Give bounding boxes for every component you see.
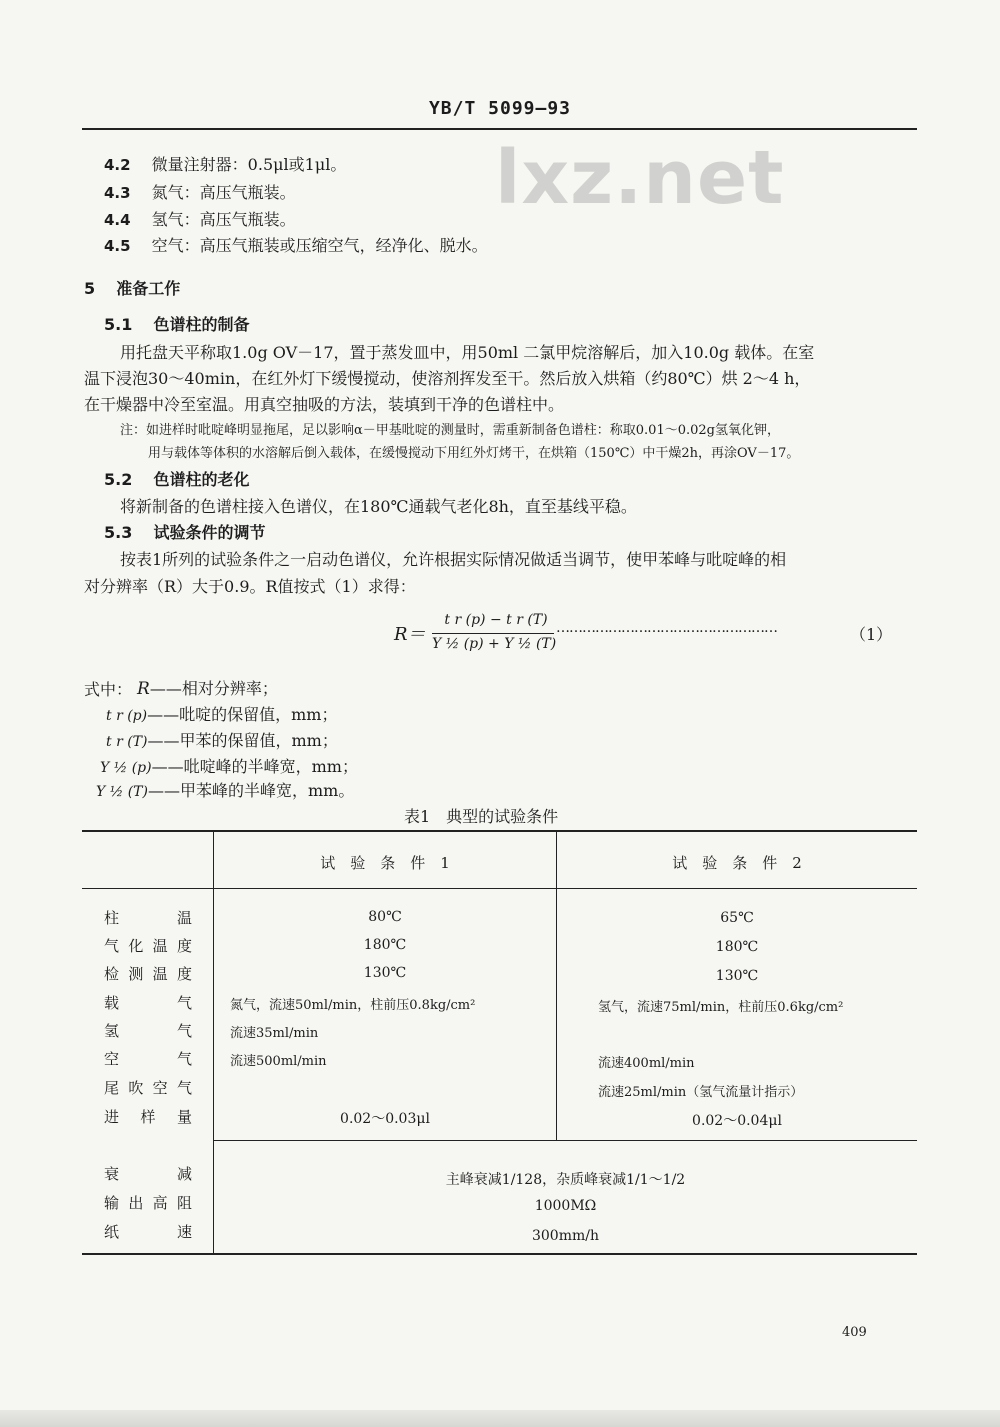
row-label-char: 载	[104, 994, 120, 1012]
definition-symbol: R	[137, 679, 150, 699]
cell-carrier-gas-2: 氢气，流速75ml/min，柱前压0.6kg/cm²	[598, 1000, 844, 1015]
header-rule	[82, 128, 917, 130]
section-5-heading	[84, 276, 180, 299]
row-label-char: 减	[176, 1165, 192, 1183]
cell-air-1: 流速500ml/min	[230, 1054, 327, 1069]
definition-text: ——吡啶峰的半峰宽，mm；	[151, 757, 358, 776]
item-number: 4.2	[104, 156, 131, 174]
cell-output-impedance: 1000MΩ	[534, 1198, 597, 1214]
row-label	[104, 935, 192, 956]
cell-column-temp-2: 65℃	[720, 910, 754, 926]
cell-injection-volume-1: 0.02～0.03μl	[340, 1111, 430, 1127]
row-label-char: 气	[104, 937, 120, 955]
row-label-char: 氢	[104, 1022, 120, 1040]
row-label	[104, 992, 192, 1013]
where-intro: 式中：	[84, 680, 133, 699]
definition-row	[106, 728, 338, 751]
row-label-char: 测	[128, 965, 144, 983]
row-label-char: 吹	[128, 1079, 144, 1097]
row-label-char: 度	[176, 937, 192, 955]
row-label-char: 气	[176, 1079, 192, 1097]
definition-text: ——甲苯峰的半峰宽，mm。	[147, 781, 355, 800]
row-label-char: 气	[176, 1022, 192, 1040]
scan-edge	[0, 1410, 1000, 1427]
definition-row	[137, 676, 278, 699]
paragraph-line: 在干燥器中冷至室温。用真空抽吸的方法，装填到干净的色谱柱中。	[84, 395, 565, 414]
row-label	[104, 1048, 192, 1069]
definition-symbol: t r (p)	[106, 708, 148, 724]
row-label-char: 样	[140, 1108, 156, 1126]
row-label-char: 量	[176, 1108, 192, 1126]
row-label	[104, 1020, 192, 1041]
definition-text: ——甲苯的保留值，mm；	[147, 731, 338, 750]
watermark: lxz.net	[495, 135, 785, 221]
section-title: 试验条件的调节	[153, 523, 266, 542]
row-label-char: 高	[152, 1194, 168, 1212]
table-caption: 表1 典型的试验条件	[404, 807, 559, 826]
note-line: 用与载体等体积的水溶解后倒入载体，在缓慢搅动下用红外灯烤干，在烘箱（150℃）中干燥2h，再涂OV－17。	[148, 446, 800, 461]
definition-row	[96, 778, 354, 801]
paragraph-line: 用托盘天平称取1.0g OV－17，置于蒸发皿中，用50ml 二氯甲烷溶解后，加入10.0g 载体。在室	[120, 343, 815, 362]
row-label-char: 度	[176, 965, 192, 983]
cell-detector-temp-2: 130℃	[715, 968, 759, 984]
formula-numerator: t r (p) − t r (T)	[444, 612, 548, 628]
section-number: 5.2	[104, 470, 133, 489]
page-number: 409	[842, 1325, 867, 1340]
item-number: 4.4	[104, 211, 131, 229]
row-label-char: 气	[176, 1050, 192, 1068]
table-header-border	[82, 888, 917, 889]
definition-symbol: t r (T)	[106, 734, 148, 750]
row-label-char: 阻	[176, 1194, 192, 1212]
row-label-char: 检	[104, 965, 120, 983]
definition-row	[106, 702, 337, 725]
section-title: 准备工作	[116, 279, 181, 298]
paragraph-line: 将新制备的色谱柱接入色谱仪，在180℃通载气老化8h，直至基线平稳。	[120, 497, 637, 516]
table-top-border	[82, 830, 917, 832]
table-header-condition-1: 试 验 条 件 1	[320, 854, 450, 872]
section-title: 色谱柱的制备	[153, 315, 250, 334]
formula-leader-dots: ……………………………………………	[556, 620, 777, 636]
paragraph-line: 对分辨率（R）大于0.9。R值按式（1）求得：	[84, 577, 416, 596]
row-label-char: 空	[104, 1050, 120, 1068]
row-label-char: 化	[128, 937, 144, 955]
row-label	[104, 1221, 192, 1242]
row-label	[104, 1077, 192, 1098]
definition-row	[100, 754, 358, 777]
item-text: 微量注射器：0.5μl或1μl。	[151, 155, 347, 174]
cell-makeup-air-2: 流速25ml/min（氢气流量计指示）	[598, 1085, 804, 1100]
cell-column-temp-1: 80℃	[368, 909, 402, 925]
table-row-divider	[214, 1140, 917, 1141]
table-header-condition-2: 试 验 条 件 2	[672, 854, 802, 872]
row-label-char: 空	[152, 1079, 168, 1097]
row-label-char: 柱	[104, 909, 120, 927]
subsection-5-2-heading	[104, 467, 249, 490]
section-number: 5.1	[104, 315, 133, 334]
row-label-char: 温	[152, 965, 168, 983]
cell-vaporization-temp-2: 180℃	[715, 939, 759, 955]
note-line: 注：如进样时吡啶峰明显拖尾，足以影响α－甲基吡啶的测量时，需重新制备色谱柱：称取0.01～0.02g氢氧化钾，	[120, 423, 780, 438]
item-4-5	[104, 233, 488, 256]
definition-symbol: Y ½ (T)	[96, 784, 148, 800]
item-text: 氢气：高压气瓶装。	[151, 210, 296, 229]
cell-injection-volume-2: 0.02～0.04μl	[692, 1113, 782, 1129]
table-bottom-border	[82, 1253, 917, 1255]
definition-text: ——相对分辨率；	[149, 679, 278, 698]
row-label-char: 出	[128, 1194, 144, 1212]
row-label-char: 气	[176, 994, 192, 1012]
definition-text: ——吡啶的保留值，mm；	[147, 705, 338, 724]
section-number: 5	[84, 279, 96, 298]
table-column-divider	[556, 830, 557, 1141]
subsection-5-3-heading	[104, 520, 265, 543]
row-label-char: 输	[104, 1194, 120, 1212]
table-column-divider	[213, 830, 214, 1254]
row-label	[104, 907, 192, 928]
section-title: 色谱柱的老化	[153, 470, 250, 489]
item-text: 空气：高压气瓶装或压缩空气，经净化、脱水。	[151, 236, 488, 255]
subsection-5-1-heading	[104, 312, 249, 335]
row-label-char: 纸	[104, 1223, 120, 1241]
cell-attenuation: 主峰衰减1/128，杂质峰衰减1/1～1/2	[445, 1172, 686, 1188]
cell-air-2: 流速400ml/min	[598, 1056, 695, 1071]
equation-number: （1）	[850, 625, 893, 644]
row-label-char: 温	[176, 909, 192, 927]
row-label	[104, 1192, 192, 1213]
row-label-char: 进	[104, 1108, 120, 1126]
item-4-2	[104, 152, 346, 175]
row-label	[104, 1163, 192, 1184]
definition-symbol: Y ½ (p)	[100, 760, 152, 776]
fraction-bar	[432, 633, 554, 634]
row-label	[104, 1106, 192, 1127]
cell-vaporization-temp-1: 180℃	[363, 937, 407, 953]
item-text: 氮气：高压气瓶装。	[151, 183, 296, 202]
paragraph-line: 按表1所列的试验条件之一启动色谱仪，允许根据实际情况做适当调节，使甲苯峰与吡啶峰的相	[120, 550, 787, 569]
formula-denominator: Y ½ (p) + Y ½ (T)	[432, 636, 557, 652]
row-label-char: 温	[152, 937, 168, 955]
cell-paper-speed: 300mm/h	[531, 1228, 599, 1244]
item-4-3	[104, 180, 296, 203]
row-label-char: 衰	[104, 1165, 120, 1183]
item-number: 4.5	[104, 237, 131, 255]
item-number: 4.3	[104, 184, 131, 202]
section-number: 5.3	[104, 523, 133, 542]
paragraph-line: 温下浸泡30～40min，在红外灯下缓慢搅动，使溶剂挥发至干。然后放入烘箱（约80℃）烘 2～4 h，	[84, 369, 811, 388]
cell-detector-temp-1: 130℃	[363, 965, 407, 981]
row-label-char: 速	[176, 1223, 192, 1241]
row-label-char: 尾	[104, 1079, 120, 1097]
formula-lhs: R＝	[394, 624, 426, 645]
row-label	[104, 963, 192, 984]
cell-carrier-gas-1: 氮气，流速50ml/min，柱前压0.8kg/cm²	[230, 998, 476, 1013]
cell-hydrogen-1: 流速35ml/min	[230, 1026, 319, 1041]
item-4-4	[104, 207, 296, 230]
document-header: YB/T 5099—93	[428, 98, 572, 119]
